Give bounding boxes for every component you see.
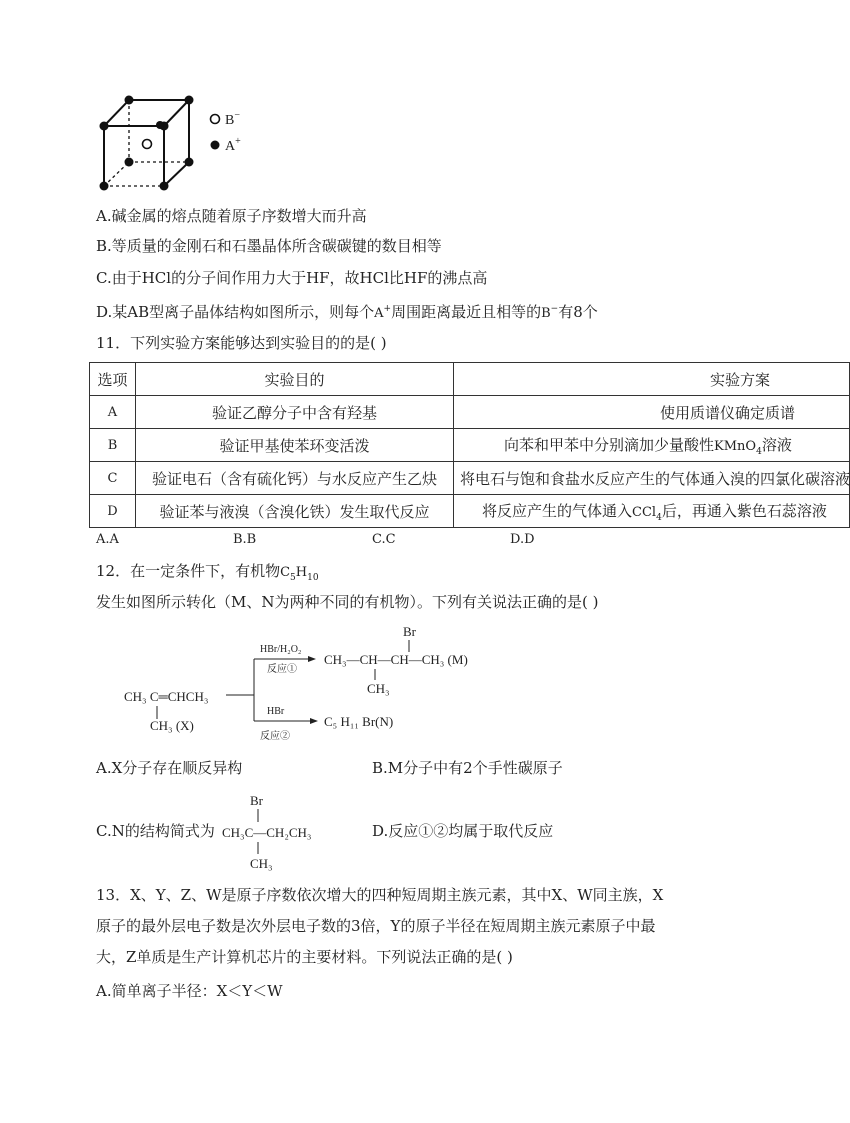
q13-stem-line1: 13．X、Y、Z、W是原子序数依次增大的四种短周期主族元素，其中X、W同主族，X <box>96 886 664 904</box>
reaction-1-label: 反应① <box>267 664 297 675</box>
q12-option-d: D.反应①②均属于取代反应 <box>372 822 554 840</box>
q11-answer-d: D.D <box>510 532 535 547</box>
x-branch: CH₃ (X) <box>150 718 194 733</box>
m-bromine: Br <box>403 624 416 639</box>
q12-option-b: B.M分子中有2个手性碳原子 <box>372 759 563 777</box>
m-structure: CH₃—CH—CH—CH₃ (M) <box>324 652 468 667</box>
q10-option-c: C.由于HCl的分子间作用力大于HF，故HCl比HF的沸点高 <box>96 269 488 287</box>
row-purpose: 验证乙醇分子中含有羟基 <box>136 396 454 429</box>
q13-stem-line2: 原子的最外层电子数是次外层电子数的3倍，Y的原子半径在短周期主族元素原子中最 <box>96 917 656 935</box>
row-option: A <box>90 396 136 429</box>
row-purpose: 验证甲基使苯环变活泼 <box>136 429 454 462</box>
x-structure: CH₃ C═CHCH₃ <box>124 689 209 704</box>
legend-anion-label: B− <box>225 110 240 128</box>
header-plan: 实验方案 <box>454 363 850 396</box>
row-plan: 向苯和甲苯中分别滴加少量酸性KMnO$_4$溶液 <box>454 429 850 462</box>
row-purpose: 验证苯与液溴（含溴化铁）发生取代反应 <box>136 495 454 528</box>
reagent-1: HBr/H₂O₂ <box>260 644 302 655</box>
q11-answer-a: A.A <box>96 532 119 547</box>
n-methyl: CH₃ <box>250 856 273 871</box>
q10-option-b: B.等质量的金刚石和石墨晶体所含碳碳键的数目相等 <box>96 237 442 255</box>
header-purpose: 实验目的 <box>136 363 454 396</box>
table-row <box>90 429 850 462</box>
n-main-chain: CH₃C—CH₂CH₃ <box>222 825 312 840</box>
q12-stem-line2: 发生如图所示转化（M、N为两种不同的有机物）。下列有关说法正确的是( ) <box>96 593 599 611</box>
q11-answer-c: C.C <box>372 532 396 547</box>
table-row <box>90 396 850 429</box>
row-plan: 将电石与饱和食盐水反应产生的气体通入溴的四氯化碳溶液 <box>454 462 850 495</box>
legend-anion-marker <box>211 115 220 124</box>
q13-stem-line3: 大，Z单质是生产计算机芯片的主要材料。下列说法正确的是( ) <box>96 948 513 966</box>
n-product: C₅ H₁₁ Br(N) <box>324 714 394 729</box>
table-header-row <box>90 363 850 396</box>
header-option: 选项 <box>90 363 136 396</box>
q13-option-a: A.简单离子半径：X＜Y＜W <box>96 982 283 1000</box>
q10-option-d: D.某AB型离子晶体结构如图所示，则每个A+周围距离最近且相等的B−有8个 <box>96 303 598 321</box>
anion-center-circle <box>143 140 152 149</box>
n-bromine: Br <box>250 793 263 808</box>
q10-option-a: A.碱金属的熔点随着原子序数增大而升高 <box>96 207 367 225</box>
q12-stem: 12．在一定条件下，有机物$C_5H_{10}$ <box>96 562 319 583</box>
q11-answer-b: B.B <box>233 532 257 547</box>
n-structure <box>214 790 344 874</box>
q11-stem: 11．下列实验方案能够达到实验目的的是( ) <box>96 334 387 352</box>
row-option: D <box>90 495 136 528</box>
reagent-2: HBr <box>267 706 285 717</box>
reaction-scheme <box>100 622 520 746</box>
row-plan: 使用质谱仪确定质谱 <box>454 396 850 429</box>
m-methyl: CH₃ <box>367 681 390 696</box>
legend-cation-label: A+ <box>225 136 241 154</box>
reaction-2-label: 反应② <box>260 731 290 742</box>
row-option: C <box>90 462 136 495</box>
row-plan: 将反应产生的气体通入CCl$_4$后，再通入紫色石蕊溶液 <box>454 495 850 528</box>
row-option: B <box>90 429 136 462</box>
q12-option-c-label: C.N的结构简式为 <box>96 822 215 840</box>
table-row <box>90 462 850 495</box>
crystal-structure-diagram <box>94 92 254 196</box>
legend-cation-marker <box>211 141 220 150</box>
table-row <box>90 495 850 528</box>
row-purpose: 验证电石（含有硫化钙）与水反应产生乙炔 <box>136 462 454 495</box>
q12-option-a: A.X分子存在顺反异构 <box>96 759 243 777</box>
q11-experiment-table <box>89 362 850 528</box>
